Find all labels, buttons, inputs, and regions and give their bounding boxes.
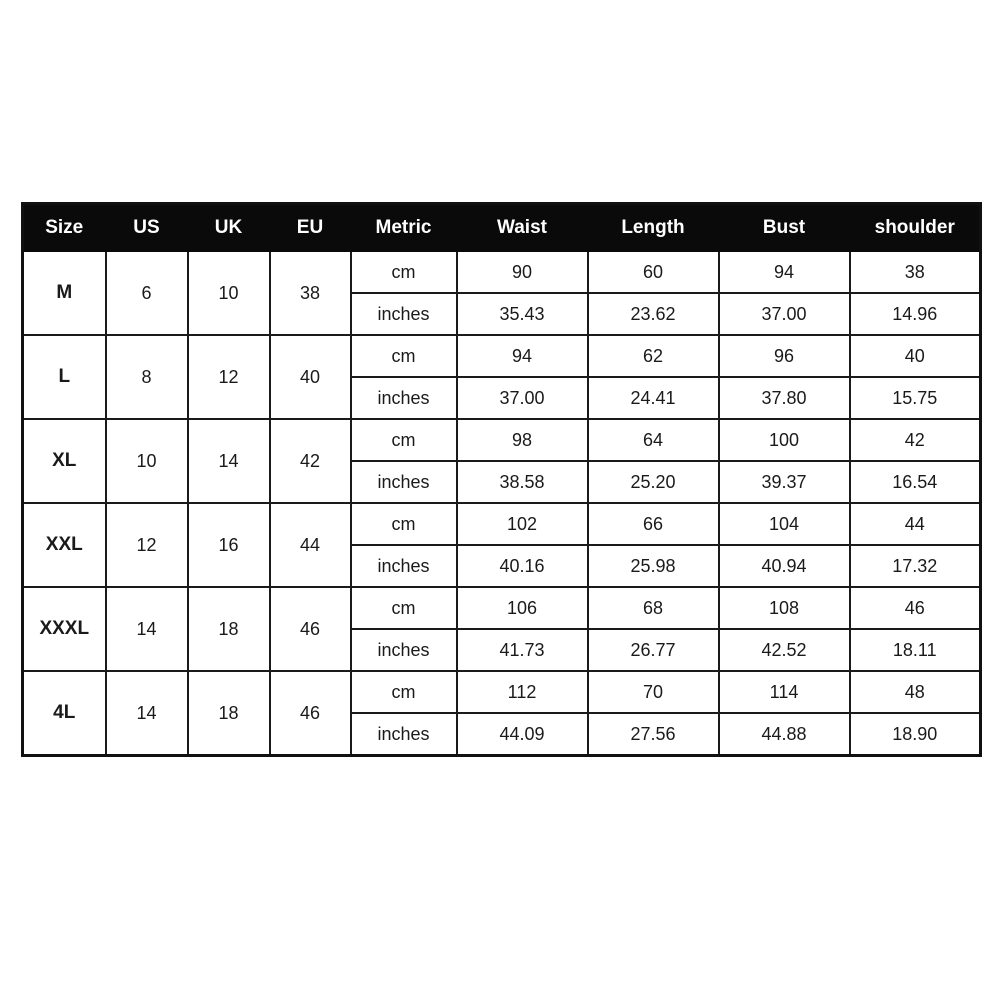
length-value: 26.77 [588, 629, 719, 671]
length-value: 62 [588, 335, 719, 377]
table-body [23, 251, 981, 756]
size-label: M [23, 251, 106, 335]
waist-value: 90 [457, 251, 588, 293]
shoulder-value: 46 [850, 587, 981, 629]
waist-value: 102 [457, 503, 588, 545]
table-row [23, 503, 981, 545]
table-row [23, 671, 981, 713]
bust-value: 100 [719, 419, 850, 461]
shoulder-value: 15.75 [850, 377, 981, 419]
bust-value: 108 [719, 587, 850, 629]
metric-unit: cm [351, 335, 457, 377]
table-row [23, 335, 981, 377]
table-row [23, 419, 981, 461]
eu-size: 42 [270, 419, 351, 503]
table-row [23, 587, 981, 629]
waist-value: 106 [457, 587, 588, 629]
size-label: XXL [23, 503, 106, 587]
length-value: 68 [588, 587, 719, 629]
length-value: 24.41 [588, 377, 719, 419]
waist-value: 35.43 [457, 293, 588, 335]
us-size: 14 [106, 587, 188, 671]
length-value: 27.56 [588, 713, 719, 756]
bust-value: 94 [719, 251, 850, 293]
metric-unit: cm [351, 587, 457, 629]
shoulder-value: 44 [850, 503, 981, 545]
eu-size: 40 [270, 335, 351, 419]
metric-unit: cm [351, 251, 457, 293]
header-shoulder: shoulder [850, 204, 981, 252]
waist-value: 38.58 [457, 461, 588, 503]
shoulder-value: 18.90 [850, 713, 981, 756]
length-value: 66 [588, 503, 719, 545]
uk-size: 12 [188, 335, 270, 419]
header-metric: Metric [351, 204, 457, 252]
size-label: 4L [23, 671, 106, 756]
length-value: 70 [588, 671, 719, 713]
header-row [23, 204, 981, 252]
metric-unit: inches [351, 377, 457, 419]
us-size: 14 [106, 671, 188, 756]
shoulder-value: 14.96 [850, 293, 981, 335]
us-size: 8 [106, 335, 188, 419]
metric-unit: cm [351, 419, 457, 461]
metric-unit: inches [351, 629, 457, 671]
bust-value: 114 [719, 671, 850, 713]
header-us: US [106, 204, 188, 252]
waist-value: 41.73 [457, 629, 588, 671]
waist-value: 94 [457, 335, 588, 377]
waist-value: 98 [457, 419, 588, 461]
us-size: 10 [106, 419, 188, 503]
waist-value: 112 [457, 671, 588, 713]
metric-unit: inches [351, 293, 457, 335]
waist-value: 37.00 [457, 377, 588, 419]
shoulder-value: 17.32 [850, 545, 981, 587]
shoulder-value: 16.54 [850, 461, 981, 503]
metric-unit: cm [351, 503, 457, 545]
waist-value: 44.09 [457, 713, 588, 756]
header-bust: Bust [719, 204, 850, 252]
size-label: XL [23, 419, 106, 503]
length-value: 25.98 [588, 545, 719, 587]
bust-value: 104 [719, 503, 850, 545]
header-eu: EU [270, 204, 351, 252]
uk-size: 18 [188, 587, 270, 671]
eu-size: 38 [270, 251, 351, 335]
length-value: 64 [588, 419, 719, 461]
size-label: L [23, 335, 106, 419]
eu-size: 46 [270, 671, 351, 756]
length-value: 25.20 [588, 461, 719, 503]
bust-value: 44.88 [719, 713, 850, 756]
bust-value: 37.80 [719, 377, 850, 419]
us-size: 12 [106, 503, 188, 587]
shoulder-value: 48 [850, 671, 981, 713]
shoulder-value: 38 [850, 251, 981, 293]
metric-unit: inches [351, 461, 457, 503]
length-value: 23.62 [588, 293, 719, 335]
header-waist: Waist [457, 204, 588, 252]
header-size: Size [23, 204, 106, 252]
waist-value: 40.16 [457, 545, 588, 587]
uk-size: 14 [188, 419, 270, 503]
eu-size: 44 [270, 503, 351, 587]
shoulder-value: 40 [850, 335, 981, 377]
metric-unit: inches [351, 713, 457, 756]
shoulder-value: 42 [850, 419, 981, 461]
uk-size: 16 [188, 503, 270, 587]
uk-size: 18 [188, 671, 270, 756]
uk-size: 10 [188, 251, 270, 335]
metric-unit: cm [351, 671, 457, 713]
bust-value: 42.52 [719, 629, 850, 671]
size-chart-table [21, 202, 982, 757]
bust-value: 39.37 [719, 461, 850, 503]
metric-unit: inches [351, 545, 457, 587]
length-value: 60 [588, 251, 719, 293]
size-label: XXXL [23, 587, 106, 671]
table-row [23, 251, 981, 293]
bust-value: 37.00 [719, 293, 850, 335]
bust-value: 96 [719, 335, 850, 377]
header-length: Length [588, 204, 719, 252]
bust-value: 40.94 [719, 545, 850, 587]
shoulder-value: 18.11 [850, 629, 981, 671]
us-size: 6 [106, 251, 188, 335]
header-uk: UK [188, 204, 270, 252]
eu-size: 46 [270, 587, 351, 671]
table-header [23, 204, 981, 252]
